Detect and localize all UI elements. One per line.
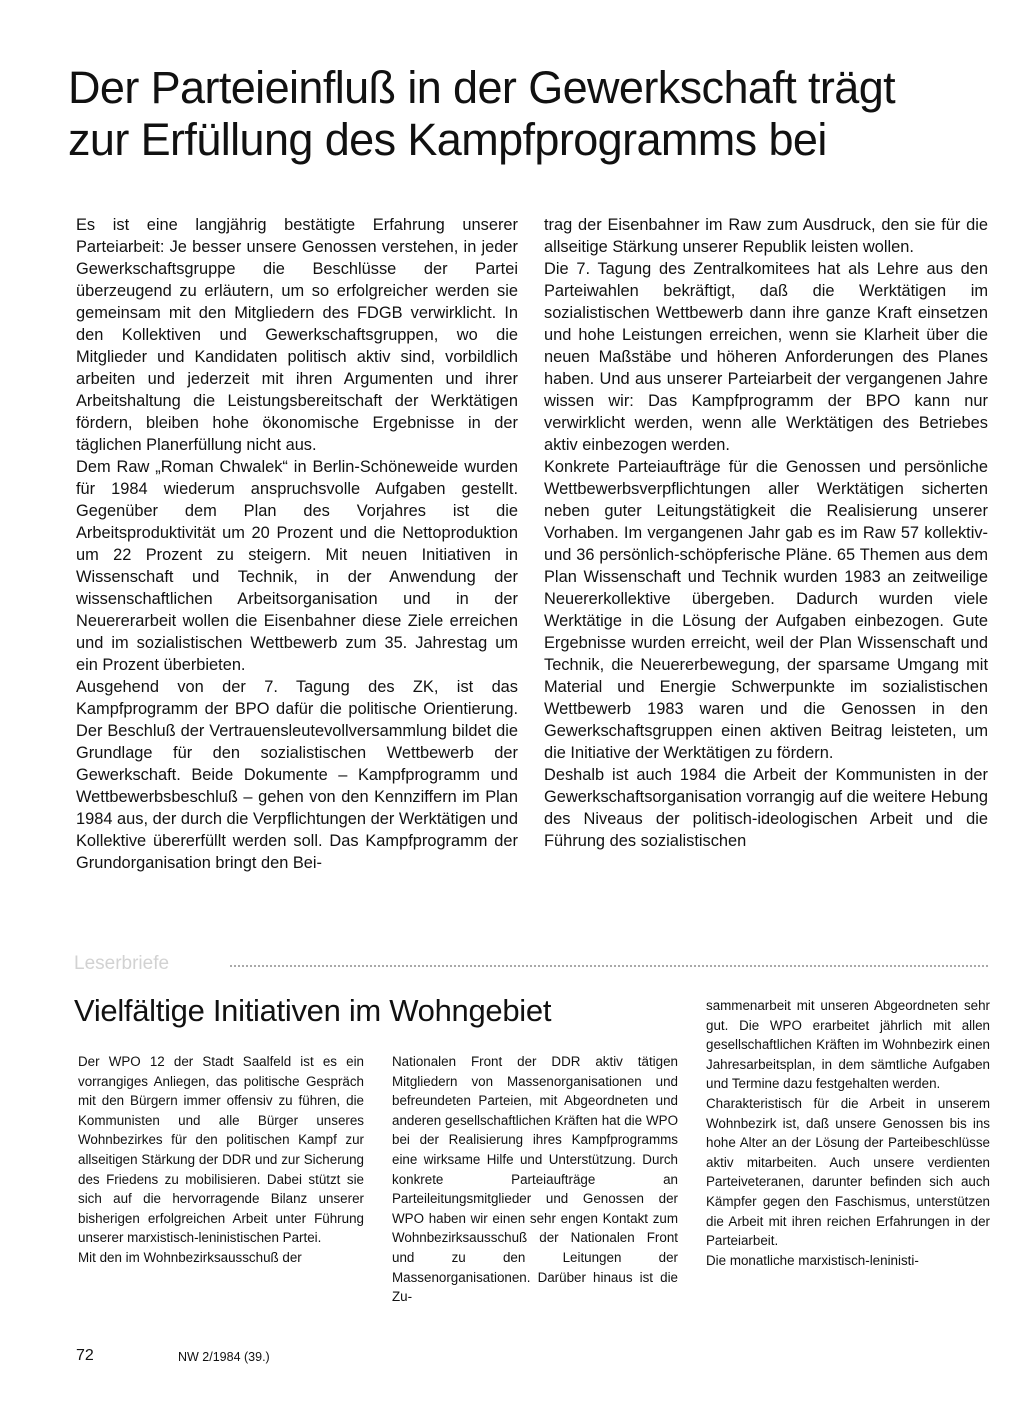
letter-paragraph: Charakteristisch für die Arbeit in unserem Wohnbezirk ist, daß unsere Genossen bis ins hohe Alter an der Lösung der Parteibeschlüsse aktiv mitarbeiten. Auch unsere verdienten Parteiveteranen, darunter befinden sich auch Kämpfer gegen den Faschismus, unterstützen die Arbeit mit ihren reichen Erfahrungen in der Parteiarbeit. — [706, 1095, 990, 1249]
article-paragraph: trag der Eisenbahner im Raw zum Ausdruck, den sie für die allseitige Stärkung unserer Republik leisten wollen. — [544, 216, 988, 256]
page-number: 72 — [76, 1347, 94, 1364]
article-column-2 — [544, 214, 988, 852]
article-paragraph: Ausgehend von der 7. Tagung des ZK, ist das Kampfprogramm der BPO dafür die politische Orientierung. Der Beschluß der Vertrauensleutevollversammlung bildet die Grundlage für den sozialistischen Wettbewerb der Gewerkschaft. Beide Dokumente – Kampfprogramm und Wettbewerbsbeschluß – gehen von den Kennziffern im Plan 1984 aus, der durch die Verpflichtungen der Werktätigen und Kollektive übererfüllt werden soll. Das Kampfprogramm der Grundorganisation bringt den Bei- — [76, 678, 518, 872]
article-headline-line-2: zur Erfüllung des Kampfprogramms bei — [68, 114, 827, 165]
article-column-1 — [76, 214, 518, 874]
issue-label: NW 2/1984 (39.) — [178, 1350, 270, 1364]
section-header — [74, 952, 988, 976]
article-headline — [68, 62, 968, 166]
letter-paragraph: Nationalen Front der DDR aktiv tätigen Mitgliedern von Massenorganisationen und befreundeten Parteien, mit Abgeordneten und anderen gesellschaftlichen Kräften hat die WPO bei der Realisierung ihres Kampfprogramms eine wirksame Hilfe und Unterstützung. Durch konkrete Parteiaufträge an Parteileitungsmitglieder und Genossen der WPO haben wir einen sehr engen Kontakt zum Wohnbezirksausschuß der Nationalen Front und zu den Leitungen der Massenorganisationen. Darüber hinaus ist die Zu- — [392, 1054, 678, 1305]
letter-paragraph: Der WPO 12 der Stadt Saalfeld ist es ein vorrangiges Anliegen, das politische Gespräch mit den Bürgern immer offensiv zu führen, die Kommunisten und alle Bürger unseres Wohnbezirkes für den politischen Kampf zur allseitigen Stärkung der DDR und zur Sicherung des Friedens zu mobilisieren. Dabei stützt sie sich auf die hervorragende Bilanz unserer bisherigen erfolgreichen Arbeit unter Führung unserer marxistisch-leninistischen Partei. — [78, 1054, 364, 1246]
letter-column-2 — [392, 1052, 678, 1307]
article-paragraph: Konkrete Parteiaufträge für die Genossen und persönliche Wettbewerbsverpflichtungen aller Werktätigen sicherten neben guter Leitungstätigkeit die Realisierung unserer Vorhaben. Im vergangenen Jahr gab es im Raw 57 kollektiv- und 36 persönlich-schöpferische Pläne. 65 Themen aus dem Plan Wissenschaft und Technik wurden 1983 an zeitweilige Neuererkollektive übergeben. Dadurch wurden viele Werktätige in die Lösung der Aufgaben einbezogen. Gute Ergebnisse wurden erreicht, weil der Plan Wissenschaft und Technik, die Neuererbewegung, der sparsame Umgang mit Material und Energie Schwerpunkte im sozialistischen Wettbewerb 1983 waren und die Genossen in den Gewerkschaftsgruppen einen aktiven Beitrag leisteten, um die Initiative der Werktätigen zu fördern. — [544, 458, 988, 762]
section-divider — [230, 965, 988, 967]
article-paragraph: Es ist eine langjährig bestätigte Erfahrung unserer Parteiarbeit: Je besser unsere Genossen verstehen, in jeder Gewerkschaftsgruppe die Beschlüsse der Partei überzeugend zu erläutern, um so erfolgreicher werden sie gemeinsam mit den Mitgliedern des FDGB verwirklicht. In den Kollektiven und Gewerkschaftsgruppen, wo die Mitglieder und Kandidaten politisch aktiv sind, vorbildlich arbeiten und jederzeit mit ihren Argumenten und ihrer Arbeitshaltung die Leistungsbereitschaft der Werktätigen fördern, bleiben hohe ökonomische Ergebnisse in der täglichen Planerfüllung nicht aus. — [76, 216, 518, 454]
article-paragraph: Die 7. Tagung des Zentralkomitees hat als Lehre aus den Parteiwahlen bekräftigt, daß die Werktätigen im sozialistischen Wettbewerb dann ihre ganze Kraft einsetzen und hohe Leistungen erreichen, wenn sie Klarheit über die neuen Maßstäbe und höheren Anforderungen des Planes haben. Und aus unserer Parteiarbeit der vergangenen Jahre wissen wir: Das Kampfprogramm der BPO kann nur verwirklicht werden, wenn alle Werktätigen des Betriebes aktiv einbezogen werden. — [544, 260, 988, 454]
article-paragraph: Dem Raw „Roman Chwalek“ in Berlin-Schöneweide wurden für 1984 wiederum anspruchsvolle Aufgaben gestellt. Gegenüber dem Plan des Vorjahres ist die Arbeitsproduktivität um 20 Prozent und die Nettoproduktion um 22 Prozent zu steigern. Mit neuen Initiativen in Wissenschaft und Technik, in der Anwendung der wissenschaftlichen Arbeitsorganisation und in der Neuererarbeit wollen die Eisenbahner diese Ziele erreichen und im sozialistischen Wettbewerb zum 35. Jahrestag um ein Prozent überbieten. — [76, 458, 518, 674]
letter-headline: Vielfältige Initiativen im Wohngebiet — [74, 993, 552, 1028]
article-headline-line-1: Der Parteieinfluß in der Gewerkschaft trägt — [68, 62, 896, 113]
letter-paragraph: Die monatliche marxistisch-leninisti- — [706, 1252, 919, 1268]
letter-column-1 — [78, 1052, 364, 1268]
section-label: Leserbriefe — [74, 953, 170, 974]
article-paragraph: Deshalb ist auch 1984 die Arbeit der Kommunisten in der Gewerkschaftsorganisation vorrangig auf die weitere Hebung des Niveaus der politisch-ideologischen Arbeit und die Führung des sozialistischen — [544, 766, 988, 850]
letter-column-3 — [706, 996, 990, 1270]
letter-paragraph: sammenarbeit mit unseren Abgeordneten sehr gut. Die WPO erarbeitet jährlich mit allen gesellschaftlichen Kräften im Wohnbezirk einen Jahresarbeitsplan, in dem sämtliche Aufgaben und Termine dazu festgehalten werden. — [706, 998, 990, 1092]
letter-paragraph: Mit den im Wohnbezirksausschuß der — [78, 1249, 302, 1265]
